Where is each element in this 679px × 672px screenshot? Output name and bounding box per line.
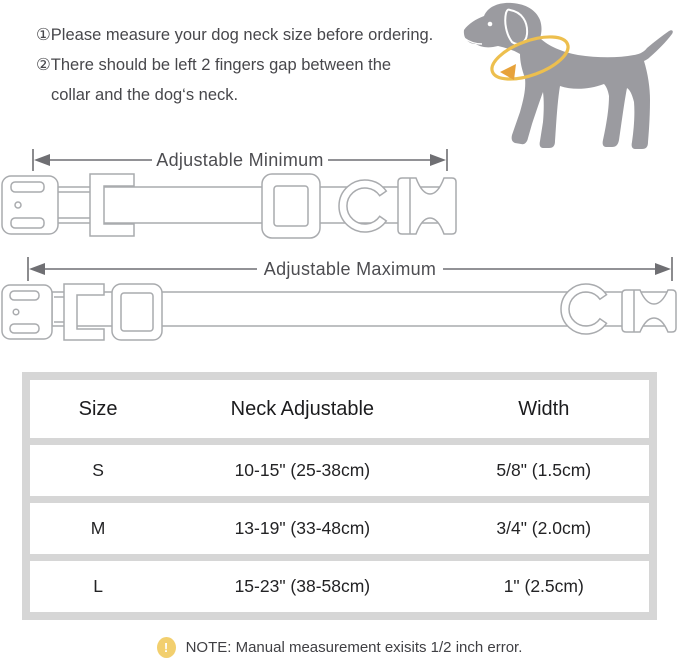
instruction-line-1 [36, 20, 433, 50]
instruction-1-text: Please measure your dog neck size before ordering. [50, 26, 434, 44]
instruction-1-bullet: ① [36, 26, 51, 44]
measurement-note [0, 637, 679, 658]
header-width: Width [518, 397, 570, 420]
table-row-s [30, 445, 649, 496]
collar-minimum-diagram [0, 170, 465, 240]
dog-eye [488, 22, 493, 27]
cell-width: 3/4" (2.0cm) [496, 518, 592, 538]
table-row-l [30, 561, 649, 612]
cell-size: L [93, 576, 103, 596]
instruction-line-3: collar and the dog‘s neck. [51, 86, 239, 104]
adjustable-maximum-label: Adjustable Maximum [263, 258, 437, 279]
collar-maximum-diagram [0, 282, 679, 344]
cell-neck: 13-19" (33-48cm) [234, 518, 371, 538]
instruction-line-2 [36, 50, 433, 80]
exclamation-icon: ! [157, 637, 176, 658]
cell-width: 1" (2.5cm) [503, 576, 584, 596]
adjustable-minimum-label: Adjustable Minimum [156, 149, 324, 170]
cell-neck: 15-23" (38-58cm) [234, 576, 371, 596]
size-table [22, 372, 657, 620]
cell-size: M [90, 518, 106, 538]
cell-size: S [92, 460, 104, 480]
size-table-header-row [30, 380, 649, 438]
cell-neck: 10-15" (25-38cm) [234, 460, 371, 480]
collar-strap [56, 187, 452, 223]
note-text: NOTE: Manual measurement exisits 1/2 inch error. [185, 639, 523, 656]
header-size: Size [78, 397, 118, 420]
dog-illustration [448, 0, 676, 158]
instruction-2-bullet: ② [36, 56, 51, 74]
header-neck-adjustable: Neck Adjustable [230, 397, 375, 420]
adjustable-maximum-measure [27, 254, 673, 284]
instruction-2-text: There should be left 2 fingers gap between the [50, 56, 392, 74]
table-row-m [30, 503, 649, 554]
cell-width: 5/8" (1.5cm) [496, 460, 592, 480]
measuring-instructions [36, 20, 433, 110]
